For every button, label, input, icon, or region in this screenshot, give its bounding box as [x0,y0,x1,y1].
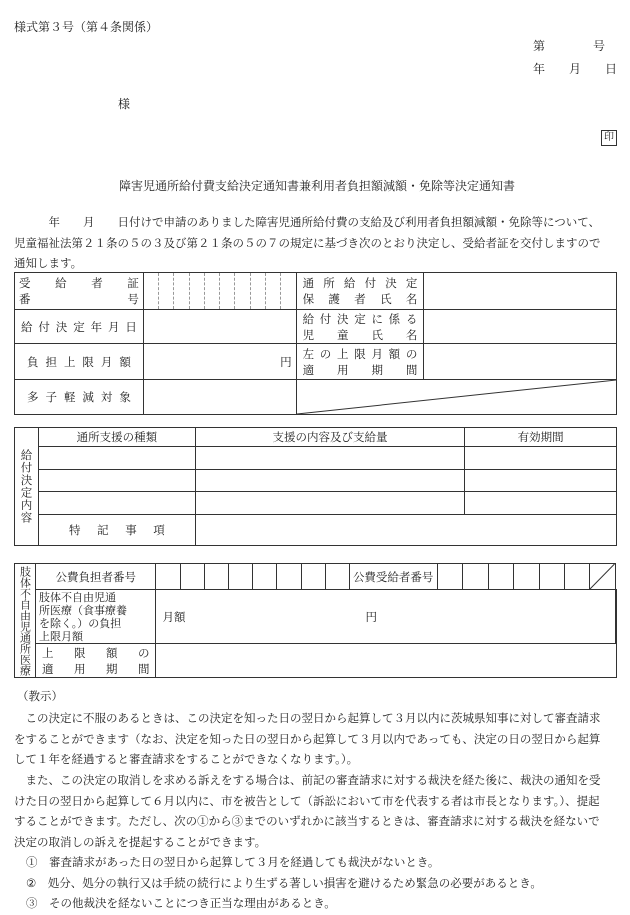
service-type-cell[interactable] [38,470,195,492]
service-type-cell[interactable] [38,447,195,470]
support-content-cell[interactable] [195,447,464,470]
diagonal-blank-cell [296,380,616,415]
payer-number-label: 公費負担者番号 [35,564,156,590]
form-number: 様式第３号（第４条関係） [14,20,159,34]
guardian-name-label: 通所給付決定 保 護 者 氏 名 [296,273,424,310]
yen-unit: 円 [365,609,377,624]
valid-period-cell[interactable] [465,447,617,470]
limit-period-label: 左の上限月額の 適 用 期 間 [296,344,424,380]
support-content-cell[interactable] [195,492,464,515]
limit-period-label-2: 上 限 額 の 適 用 期 間 [35,644,156,678]
notice-paragraph-1: この決定に不服のあるときは、この決定を知った日の翌日から起算して３月以内に茨城県知事に対して審査請求 をすることができます（なお、決定を知った日の翌日から起算して３月以内であっても、決定の日の翌日から起算 して１年を経過すると審査請求をすることができなくなります。）。 [14,711,601,766]
diagonal-line [297,380,616,414]
medical-side-label: 肢体不自由児通所医療 [15,564,36,678]
notice-item: ③ その他裁決を経ないことにつき正当な理由があるとき。 [26,896,336,910]
remarks-field[interactable] [195,515,616,546]
recipient-public-number-label: 公費受給者番号 [349,564,437,590]
notice-paragraph-2: また、この決定の取消しを求める訴えをする場合は、前記の審査請求に対する裁決を経た後に、裁決の通知を受 けた日の翌日から起算して６月以内に、市を被告として（訴訟において市を代表する者は市長となります。）、提起 することができます。ただし、次の①から③までのいずれかに該当するときは、審査請求に対する裁決を経ないで 決定の取消しの訴えを提起することができます。 [14,773,601,849]
medical-limit-field[interactable] [156,590,616,644]
addressee-suffix: 様 [118,97,131,111]
decision-date-label: 給付決定年月日 [15,310,144,344]
recipient-number-cells[interactable] [143,273,296,310]
multi-child-field[interactable] [143,380,296,415]
intro-text: 年 月 日付けで申請のありました障害児通所給付費の支給及び利用者負担額減額・免除等について、 児童福祉法第２１条の５の３及び第２１条の５の７の規定に基づき次のとおり決定し、受給者証を交付しますので 通知します。 [14,215,601,270]
payer-number-cells[interactable] [156,564,349,590]
benefit-side-label: 給付決定内容 [15,428,39,546]
medical-limit-blank [616,590,617,644]
document-title: 障害児通所給付費支給決定通知書兼利用者負担額減額・免除等決定通知書 [119,179,516,193]
service-type-cell[interactable] [38,492,195,515]
benefit-content-table [14,427,617,546]
support-content-cell[interactable] [195,470,464,492]
notice-items [26,852,626,914]
valid-period-cell[interactable] [465,492,617,515]
notice-item: ① 審査請求があった日の翌日から起算して３月を経過しても裁決がないとき。 [26,855,440,869]
limit-period-field[interactable] [424,344,617,380]
recipient-public-number-cells[interactable] [437,564,615,590]
medical-table [14,563,617,678]
notice-heading: （教示） [17,689,63,703]
guardian-name-field[interactable] [424,273,617,310]
child-name-field[interactable] [424,310,617,344]
child-name-label: 給付決定に係る 児 童 氏 名 [296,310,424,344]
document-number: 第 号 [533,39,606,53]
valid-period-cell[interactable] [465,470,617,492]
col-valid-period: 有効期間 [465,428,617,447]
limit-amount-label: 負担上限月額 [15,344,144,380]
decision-date-field[interactable] [143,310,296,344]
seal-mark: 印 [601,130,617,146]
multi-child-label: 多子軽減対象 [15,380,144,415]
medical-limit-label: 肢体不自由児通 所医療（食事療養 を除く。）の負担 上限月額 [35,590,156,644]
col-support-content: 支援の内容及び支給量 [195,428,464,447]
monthly-label: 月額 [162,609,186,624]
issue-date: 年 月 日 [533,62,618,76]
remarks-label: 特 記 事 項 [38,515,195,546]
decision-table [14,272,617,415]
notice-item: ② 処分、処分の執行又は手続の続行により生ずる著しい損害を避けるため緊急の必要があるとき。 [26,875,542,890]
recipient-number-label: 受 給 者 証 番 号 [15,273,144,310]
col-service-type: 通所支援の種類 [38,428,195,447]
limit-amount-field[interactable] [143,344,296,380]
yen-unit: 円 [280,354,292,369]
limit-period-field-2[interactable] [156,644,617,678]
